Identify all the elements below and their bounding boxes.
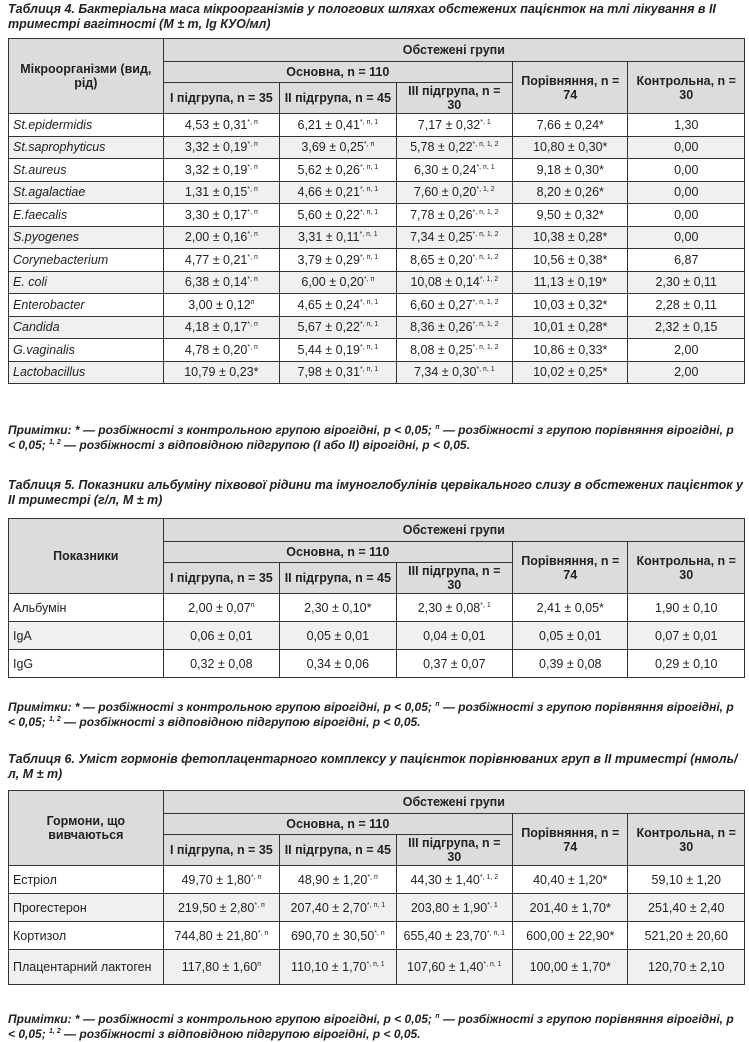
table-row	[9, 866, 745, 894]
cell-g3: $6,60 \pm 0,27^{*, п, 1, 2}$	[396, 294, 512, 317]
table5-header-groups: Обстежені групи	[163, 519, 744, 542]
cell-cmp: 40,40 ± 1,20*	[513, 866, 628, 894]
row-label: Enterobacter	[9, 294, 164, 317]
row-label: E. coli	[9, 271, 164, 294]
cell-g1: $2,00 \pm 0,07^п$	[163, 594, 279, 622]
table6-header-first: Гормони, що вивчаються	[9, 791, 164, 866]
cell-g1: $4,78 \pm 0,20^{*, п}$	[163, 339, 279, 362]
cell-g3: $7,78 \pm 0,26^{*, п, 1, 2}$	[396, 204, 512, 227]
cell-cmp: 9,18 ± 0,30*	[513, 159, 628, 182]
table-row	[9, 594, 745, 622]
cell-g2: $7,98 \pm 0,31^{*, п, 1}$	[280, 361, 396, 384]
table-row	[9, 271, 745, 294]
table-row	[9, 181, 745, 204]
row-label: Candida	[9, 316, 164, 339]
cell-cmp: 600,00 ± 22,90*	[513, 922, 628, 950]
cell-ctl: 0,29 ± 0,10	[628, 650, 745, 678]
cell-g2: $5,67 \pm 0,22^{*, п, 1}$	[280, 316, 396, 339]
table6-body	[9, 866, 745, 985]
cell-cmp: 0,05 ± 0,01	[513, 622, 628, 650]
cell-g3: $7,34 \pm 0,30^{*, п, 1}$	[396, 361, 512, 384]
cell-g2: $4,66 \pm 0,21^{*, п, 1}$	[280, 181, 396, 204]
table5-header-main: Основна, n = 110	[163, 542, 512, 563]
row-label: Альбумін	[9, 594, 164, 622]
cell-g1: $3,30 \pm 0,17^{*, п}$	[163, 204, 279, 227]
cell-cmp: 10,38 ± 0,28*	[513, 226, 628, 249]
cell-ctl: 120,70 ± 2,10	[628, 950, 745, 985]
cell-g2: $5,62 \pm 0,26^{*, п, 1}$	[280, 159, 396, 182]
cell-g3: $7,60 \pm 0,20^{*, 1, 2}$	[396, 181, 512, 204]
cell-g2: $6,00 \pm 0,20^{*, п}$	[280, 271, 396, 294]
cell-ctl: 2,30 ± 0,11	[628, 271, 745, 294]
table4-header-groups: Обстежені групи	[163, 39, 744, 62]
cell-ctl: 1,30	[628, 114, 745, 137]
table4-caption: Таблиця 4. Бактеріальна маса мікроорганізмів у пологових шляхах обстежених пацієнток на тлі лікування в ІІ триместрі вагітності (M ± m, lg КУО/мл)	[8, 2, 716, 31]
table5-header-sub2: ІІ підгрупа, n = 45	[280, 563, 396, 594]
table4-header-main: Основна, n = 110	[163, 62, 512, 83]
cell-ctl: 1,90 ± 0,10	[628, 594, 745, 622]
table5-header-sub1: І підгрупа, n = 35	[163, 563, 279, 594]
table4-header-sub3: ІІІ підгрупа, n = 30	[396, 83, 512, 114]
row-label: Corynebacterium	[9, 249, 164, 272]
cell-g3: $44,30 \pm 1,40^{*, 1, 2}$	[396, 866, 512, 894]
cell-cmp: 9,50 ± 0,32*	[513, 204, 628, 227]
cell-g1: $4,18 \pm 0,17^{*, п}$	[163, 316, 279, 339]
table6-header-sub2: ІІ підгрупа, n = 45	[280, 835, 396, 866]
cell-g2: $690,70 \pm 30,50^{*, п}$	[280, 922, 396, 950]
cell-g2: $3,31 \pm 0,11^{*, п, 1}$	[280, 226, 396, 249]
cell-g3: $8,36 \pm 0,26^{*, п, 1, 2}$	[396, 316, 512, 339]
cell-g3: $2,30 \pm 0,08^{*, 1}$	[396, 594, 512, 622]
table-row	[9, 114, 745, 137]
row-label: St.saprophyticus	[9, 136, 164, 159]
cell-ctl: 59,10 ± 1,20	[628, 866, 745, 894]
cell-cmp: 7,66 ± 0,24*	[513, 114, 628, 137]
cell-g1: $744,80 \pm 21,80^{*, п}$	[163, 922, 279, 950]
cell-g1: 10,79 ± 0,23*	[163, 361, 279, 384]
table-row	[9, 294, 745, 317]
row-label: E.faecalis	[9, 204, 164, 227]
table-row	[9, 361, 745, 384]
row-label: Кортизол	[9, 922, 164, 950]
row-label: Плацентарний лактоген	[9, 950, 164, 985]
cell-ctl: 2,32 ± 0,15	[628, 316, 745, 339]
table4-body	[9, 114, 745, 384]
row-label: S.pyogenes	[9, 226, 164, 249]
cell-cmp: 10,86 ± 0,33*	[513, 339, 628, 362]
table-row	[9, 159, 745, 182]
row-label: St.aureus	[9, 159, 164, 182]
cell-ctl: 0,00	[628, 159, 745, 182]
table5-caption: Таблиця 5. Показники альбуміну піхвової рідини та імуноглобулінів цервікального слизу в обстежених пацієнток у ІІ триместрі (г/л, M ± m)	[8, 478, 743, 507]
cell-ctl: 0,00	[628, 226, 745, 249]
row-label: Lactobacillus	[9, 361, 164, 384]
table6-caption: Таблиця 6. Уміст гормонів фетоплацентарного комплексу у пацієнток порівнюваних груп в ІІ триместрі (нмоль/л, M ± m)	[8, 752, 738, 781]
cell-cmp: 10,02 ± 0,25*	[513, 361, 628, 384]
table4	[8, 38, 745, 384]
row-label: IgG	[9, 650, 164, 678]
table4-header-control: Контрольна, n = 30	[628, 62, 745, 114]
cell-g3: $5,78 \pm 0,22^{*, п, 1, 2}$	[396, 136, 512, 159]
cell-g1: $4,53 \pm 0,31^{*, п}$	[163, 114, 279, 137]
table5-header-control: Контрольна, n = 30	[628, 542, 745, 594]
cell-ctl: 0,00	[628, 204, 745, 227]
cell-g3: $10,08 \pm 0,14^{*, 1, 2}$	[396, 271, 512, 294]
cell-cmp: 10,56 ± 0,38*	[513, 249, 628, 272]
cell-g3: $655,40 \pm 23,70^{*, п, 1}$	[396, 922, 512, 950]
cell-ctl: 0,07 ± 0,01	[628, 622, 745, 650]
table6-header-sub1: І підгрупа, n = 35	[163, 835, 279, 866]
cell-g1: 0,32 ± 0,08	[163, 650, 279, 678]
cell-cmp: 201,40 ± 1,70*	[513, 894, 628, 922]
cell-ctl: 2,00	[628, 361, 745, 384]
table6-header-sub3: ІІІ підгрупа, n = 30	[396, 835, 512, 866]
cell-g3: $7,17 \pm 0,32^{*, 1}$	[396, 114, 512, 137]
table-row	[9, 226, 745, 249]
cell-g1: $2,00 \pm 0,16^{*, п}$	[163, 226, 279, 249]
cell-g3: $107,60 \pm 1,40^{*, п, 1}$	[396, 950, 512, 985]
table-row	[9, 922, 745, 950]
table5-header-first: Показники	[9, 519, 164, 594]
row-label: G.vaginalis	[9, 339, 164, 362]
cell-g2: $110,10 \pm 1,70^{*, п, 1}$	[280, 950, 396, 985]
table4-header-comparison: Порівняння, n = 74	[513, 62, 628, 114]
cell-g2: 0,34 ± 0,06	[280, 650, 396, 678]
row-label: Прогестерон	[9, 894, 164, 922]
cell-g3: 0,37 ± 0,07	[396, 650, 512, 678]
cell-cmp: 100,00 ± 1,70*	[513, 950, 628, 985]
table-row	[9, 622, 745, 650]
cell-g3: $8,08 \pm 0,25^{*, п, 1, 2}$	[396, 339, 512, 362]
table6-header-groups: Обстежені групи	[163, 791, 744, 814]
table-row	[9, 894, 745, 922]
cell-g3: $203,80 \pm 1,90^{*, 1}$	[396, 894, 512, 922]
cell-ctl: 2,28 ± 0,11	[628, 294, 745, 317]
cell-g1: $49,70 \pm 1,80^{*, п}$	[163, 866, 279, 894]
cell-g2: $6,21 \pm 0,41^{*, п, 1}$	[280, 114, 396, 137]
table6-note: Примітки: * — розбіжності з контрольною групою вірогідні, р < 0,05; $^п$ — розбіжності з групою порівняння вірогідні, р < 0,05; $^{1, 2}$ — розбіжності з відповідною підгрупою вірогідні, р < 0,05.	[8, 1012, 734, 1041]
cell-g2: 2,30 ± 0,10*	[280, 594, 396, 622]
table4-note: Примітки: * — розбіжності з контрольною групою вірогідні, р < 0,05; $^п$ — розбіжності з групою порівняння вірогідні, р < 0,05; $^{1, 2}$ — розбіжності з відповідною підгрупою (І або ІІ) вірогідні, р < 0,05.	[8, 423, 734, 452]
cell-ctl: 0,00	[628, 136, 745, 159]
table6-header-control: Контрольна, n = 30	[628, 814, 745, 866]
cell-cmp: 10,01 ± 0,28*	[513, 316, 628, 339]
table5-body	[9, 594, 745, 678]
cell-ctl: 2,00	[628, 339, 745, 362]
cell-g1: $3,32 \pm 0,19^{*, п}$	[163, 136, 279, 159]
cell-g1: $117,80 \pm 1,60^п$	[163, 950, 279, 985]
cell-g2: $3,69 \pm 0,25^{*, п}$	[280, 136, 396, 159]
table-row	[9, 136, 745, 159]
cell-cmp: 10,80 ± 0,30*	[513, 136, 628, 159]
cell-cmp: 8,20 ± 0,26*	[513, 181, 628, 204]
cell-g3: $6,30 \pm 0,24^{*, п, 1}$	[396, 159, 512, 182]
cell-g1: $1,31 \pm 0,15^{*, п}$	[163, 181, 279, 204]
table5	[8, 518, 745, 678]
table6	[8, 790, 745, 985]
table-row	[9, 950, 745, 985]
table6-header-comparison: Порівняння, n = 74	[513, 814, 628, 866]
cell-g1: $4,77 \pm 0,21^{*, п}$	[163, 249, 279, 272]
table5-header-comparison: Порівняння, n = 74	[513, 542, 628, 594]
cell-ctl: 251,40 ± 2,40	[628, 894, 745, 922]
cell-g1: $3,32 \pm 0,19^{*, п}$	[163, 159, 279, 182]
cell-cmp: 0,39 ± 0,08	[513, 650, 628, 678]
table6-header-main: Основна, n = 110	[163, 814, 512, 835]
row-label: St.agalactiae	[9, 181, 164, 204]
cell-g1: $219,50 \pm 2,80^{*, п}$	[163, 894, 279, 922]
row-label: St.epidermidis	[9, 114, 164, 137]
cell-ctl: 6,87	[628, 249, 745, 272]
cell-g2: $5,44 \pm 0,19^{*, п, 1}$	[280, 339, 396, 362]
cell-g1: $6,38 \pm 0,14^{*, п}$	[163, 271, 279, 294]
cell-ctl: 521,20 ± 20,60	[628, 922, 745, 950]
table5-header-sub3: ІІІ підгрупа, n = 30	[396, 563, 512, 594]
cell-g3: $8,65 \pm 0,20^{*, п, 1, 2}$	[396, 249, 512, 272]
cell-g3: $7,34 \pm 0,25^{*, п, 1, 2}$	[396, 226, 512, 249]
table-row	[9, 650, 745, 678]
row-label: IgA	[9, 622, 164, 650]
table-row	[9, 339, 745, 362]
table4-header-sub1: І підгрупа, n = 35	[163, 83, 279, 114]
table-row	[9, 316, 745, 339]
cell-cmp: 10,03 ± 0,32*	[513, 294, 628, 317]
cell-g1: $3,00 \pm 0,12^п$	[163, 294, 279, 317]
cell-g2: $4,65 \pm 0,24^{*, п, 1}$	[280, 294, 396, 317]
cell-g2: 0,05 ± 0,01	[280, 622, 396, 650]
table4-header-first: Мікроорганізми (вид, рід)	[9, 39, 164, 114]
row-label: Естріол	[9, 866, 164, 894]
table4-header-sub2: ІІ підгрупа, n = 45	[280, 83, 396, 114]
cell-ctl: 0,00	[628, 181, 745, 204]
cell-cmp: 2,41 ± 0,05*	[513, 594, 628, 622]
cell-g1: 0,06 ± 0,01	[163, 622, 279, 650]
table-row	[9, 249, 745, 272]
table-row	[9, 204, 745, 227]
cell-g2: $3,79 \pm 0,29^{*, п, 1}$	[280, 249, 396, 272]
cell-g2: $48,90 \pm 1,20^{*, п}$	[280, 866, 396, 894]
table5-note: Примітки: * — розбіжності з контрольною групою вірогідні, р < 0,05; $^п$ — розбіжності з групою порівняння вірогідні, р < 0,05; $^{1, 2}$ — розбіжності з відповідною підгрупою вірогідні, р < 0,05.	[8, 700, 734, 729]
cell-g2: $5,60 \pm 0,22^{*, п, 1}$	[280, 204, 396, 227]
cell-g2: $207,40 \pm 2,70^{*, п, 1}$	[280, 894, 396, 922]
cell-cmp: 11,13 ± 0,19*	[513, 271, 628, 294]
cell-g3: 0,04 ± 0,01	[396, 622, 512, 650]
